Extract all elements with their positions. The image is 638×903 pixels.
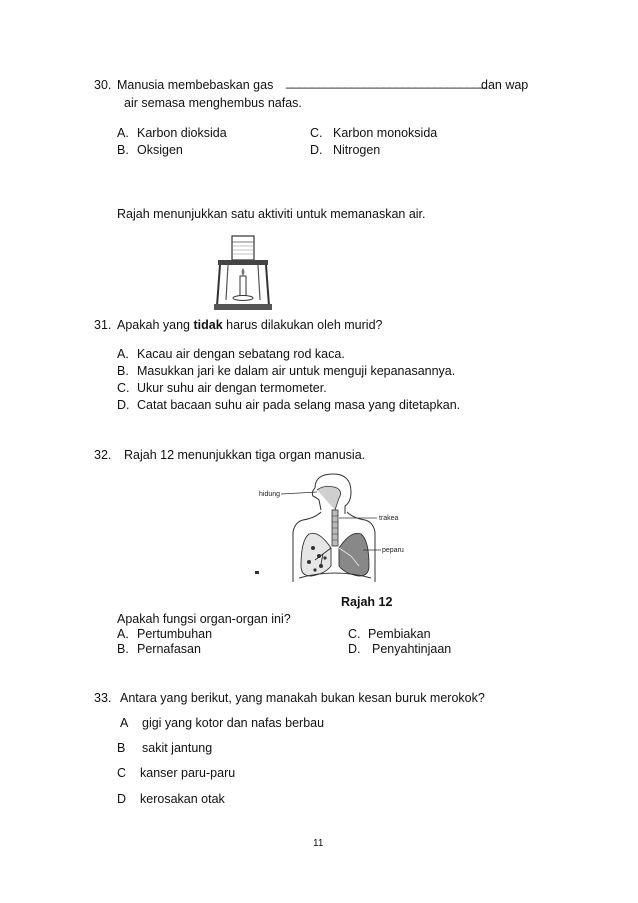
q33-option-a: gigi yang kotor dan nafas berbau	[142, 716, 325, 730]
q32-stem: Rajah 12 menunjukkan tiga organ manusia.	[124, 448, 366, 462]
q33-option-d: kerosakan otak	[140, 792, 225, 806]
q32-option-c: Pembiakan	[368, 627, 431, 641]
q30-option-b-letter: B.	[117, 143, 129, 157]
burner	[240, 276, 246, 296]
right-lung	[339, 533, 369, 576]
q30-option-d-letter: D.	[310, 143, 323, 157]
q33-option-a-letter: A	[120, 716, 129, 730]
q32-number: 32.	[94, 448, 112, 462]
q33-option-c: kanser paru-paru	[140, 766, 236, 780]
q33-option-b-letter: B	[117, 741, 126, 755]
q33-option-b: sakit jantung	[142, 741, 213, 755]
q31-stem-post: harus dilakukan oleh murid?	[226, 318, 383, 332]
page-number: 11	[313, 838, 324, 849]
label-trachea: trakea	[379, 515, 399, 522]
q32-caption: Rajah 12	[341, 595, 393, 609]
label-lungs: peparu	[382, 547, 404, 554]
q30-blank: _______________________________	[286, 75, 487, 89]
q31-stem	[117, 318, 382, 332]
q31-option-a: Kacau air dengan sebatang rod kaca.	[137, 347, 345, 361]
q33-stem: Antara yang berikut, yang manakah bukan kesan buruk merokok?	[120, 691, 485, 705]
q32-question: Apakah fungsi organ-organ ini?	[117, 612, 291, 626]
q30-option-d: Nitrogen	[333, 143, 381, 157]
q30-option-c-letter: C.	[310, 126, 323, 140]
q30-number: 30.	[94, 78, 112, 92]
q32-option-a-letter: A.	[117, 627, 129, 641]
q32-option-c-letter: C.	[348, 627, 361, 641]
q30-option-b: Oksigen	[137, 143, 183, 157]
respiratory-system-figure	[255, 470, 405, 582]
q31-option-b: Masukkan jari ke dalam air untuk menguji kepanasannya.	[137, 364, 456, 378]
q33-option-c-letter: C	[117, 766, 127, 780]
q31-stem-bold: tidak	[193, 318, 223, 332]
q33-number: 33.	[94, 691, 112, 705]
wire-gauze	[218, 260, 268, 265]
q31-option-b-letter: B.	[117, 364, 129, 378]
stray-mark	[255, 571, 259, 574]
heating-apparatus-figure	[214, 232, 272, 312]
q30-option-c: Karbon monoksida	[333, 126, 438, 140]
q31-number: 31.	[94, 318, 112, 332]
q31-option-d: Catat bacaan suhu air pada selang masa yang ditetapkan.	[137, 398, 461, 412]
label-nose: hidung	[259, 491, 281, 498]
q30-stem-start: Manusia membebaskan gas	[117, 78, 274, 92]
base-plate	[214, 304, 272, 310]
q30-stem-line2: air semasa menghembus nafas.	[124, 96, 302, 110]
q32-option-b-letter: B.	[117, 642, 129, 656]
q31-option-a-letter: A.	[117, 347, 129, 361]
q31-intro: Rajah menunjukkan satu aktiviti untuk memanaskan air.	[117, 207, 426, 221]
q31-option-d-letter: D.	[117, 398, 130, 412]
q30-option-a: Karbon dioksida	[137, 126, 227, 140]
q33-option-d-letter: D	[117, 792, 127, 806]
q31-option-c: Ukur suhu air dengan termometer.	[137, 381, 327, 395]
q32-option-d: Penyahtinjaan	[372, 642, 452, 656]
q31-stem-pre: Apakah yang	[117, 318, 190, 332]
q31-option-c-letter: C.	[117, 381, 130, 395]
beaker	[232, 236, 254, 260]
q30-stem-end: dan wap	[481, 78, 529, 92]
q30-option-a-letter: A.	[117, 126, 129, 140]
q32-option-a: Pertumbuhan	[137, 627, 213, 641]
q32-option-b: Pernafasan	[137, 642, 201, 656]
q32-option-d-letter: D.	[348, 642, 361, 656]
flame	[242, 268, 245, 276]
